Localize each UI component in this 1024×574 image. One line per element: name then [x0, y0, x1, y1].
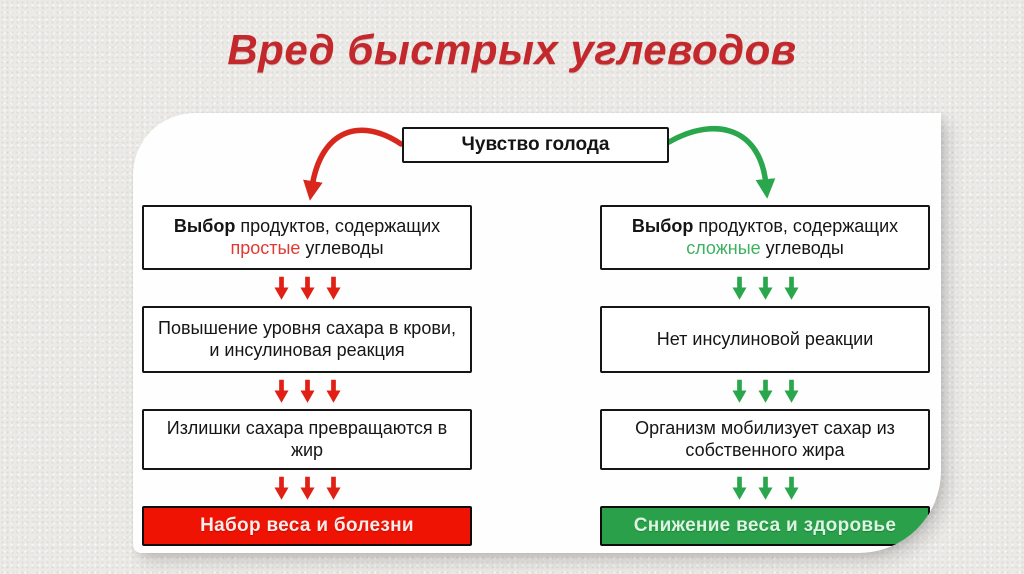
down-arrow-icon	[300, 275, 315, 301]
red-down-arrows	[142, 270, 472, 306]
down-arrow-icon	[732, 378, 747, 404]
green-down-arrows	[600, 373, 930, 409]
right-branch-column	[600, 205, 930, 546]
down-arrow-icon	[274, 275, 289, 301]
choice-highlight-word: простые	[230, 237, 301, 258]
down-arrow-icon	[758, 475, 773, 501]
down-arrow-icon	[732, 275, 747, 301]
choice-highlight-word: сложные	[686, 237, 761, 258]
choice-bold-word: Выбор	[631, 215, 694, 236]
down-arrow-icon	[326, 378, 341, 404]
left-step2-box: Повышение уровня сахара в крови, и инсулиновая реакция	[142, 306, 472, 373]
green-curved-arrow-icon	[669, 129, 766, 185]
down-arrow-icon	[732, 475, 747, 501]
left-step3-box: Излишки сахара превращаются в жир	[142, 409, 472, 470]
down-arrow-icon	[300, 378, 315, 404]
down-arrow-icon	[274, 475, 289, 501]
green-down-arrows	[600, 270, 930, 306]
down-arrow-icon	[758, 275, 773, 301]
right-choice-box	[600, 205, 930, 270]
down-arrow-icon	[784, 475, 799, 501]
choice-rest-text: продуктов, содержащих	[240, 215, 441, 236]
down-arrow-icon	[784, 378, 799, 404]
down-arrow-icon	[300, 475, 315, 501]
red-down-arrows	[142, 470, 472, 506]
hunger-root-box: Чувство голода	[402, 127, 669, 163]
choice-rest-text: продуктов, содержащих	[698, 215, 899, 236]
left-branch-column	[142, 205, 472, 546]
right-choice-line1	[632, 216, 898, 238]
down-arrow-icon	[274, 378, 289, 404]
down-arrow-icon	[326, 275, 341, 301]
red-curved-arrow-icon	[312, 130, 401, 187]
left-choice-line1	[174, 216, 440, 238]
choice-tail-text: углеводы	[305, 237, 384, 258]
green-down-arrows	[600, 470, 930, 506]
left-result-banner: Набор веса и болезни	[142, 506, 472, 546]
left-choice-line2	[230, 238, 383, 260]
right-choice-line2	[686, 238, 844, 260]
right-step3-box: Организм мобилизует сахар из собственного жира	[600, 409, 930, 470]
right-step2-box: Нет инсулиновой реакции	[600, 306, 930, 373]
page-title: Вред быстрых углеводов	[227, 26, 797, 73]
down-arrow-icon	[758, 378, 773, 404]
choice-tail-text: углеводы	[765, 237, 844, 258]
diagram-card	[133, 113, 941, 553]
red-down-arrows	[142, 373, 472, 409]
left-choice-box	[142, 205, 472, 270]
down-arrow-icon	[784, 275, 799, 301]
right-result-banner: Снижение веса и здоровье	[600, 506, 930, 546]
down-arrow-icon	[326, 475, 341, 501]
choice-bold-word: Выбор	[173, 215, 236, 236]
